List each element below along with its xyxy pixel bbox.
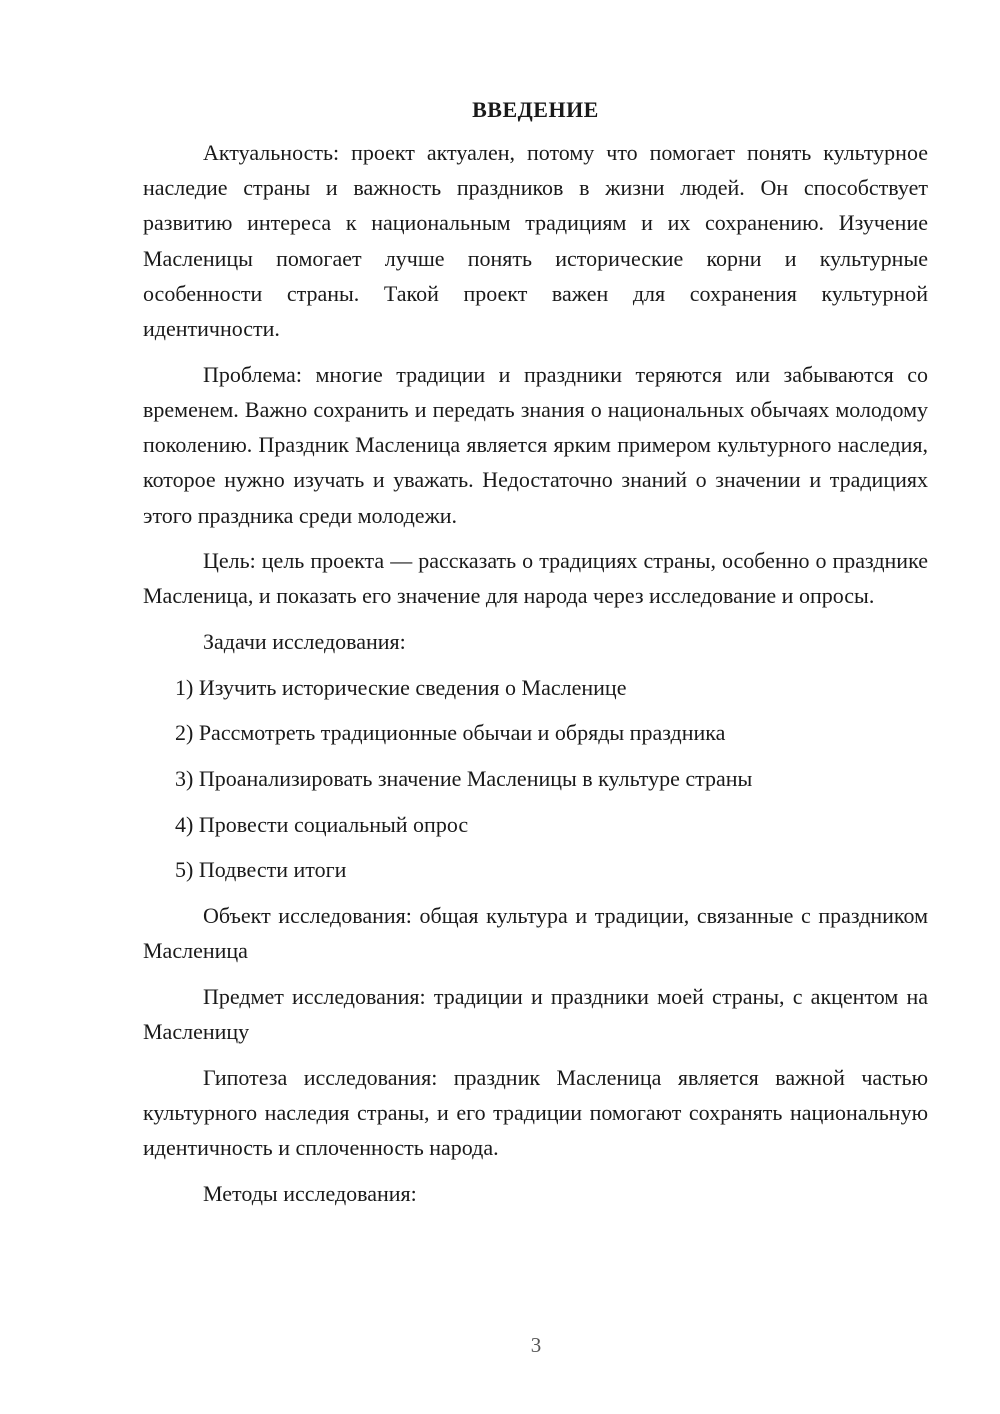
paragraph-methods-heading: Методы исследования: — [203, 1180, 417, 1206]
list-item: 2) Рассмотреть традиционные обычаи и обряды праздника — [175, 720, 726, 746]
tasks-list — [143, 670, 928, 888]
list-item: 3) Проанализировать значение Масленицы в культуре страны — [175, 766, 753, 792]
list-item: 5) Подвести итоги — [175, 857, 347, 883]
list-item: 1) Изучить исторические сведения о Масленице — [175, 674, 627, 700]
paragraph-tasks-heading: Задачи исследования: — [203, 629, 406, 655]
document-page — [143, 95, 928, 1221]
list-item: 4) Провести социальный опрос — [175, 811, 469, 837]
paragraph-hypothesis: Гипотеза исследования: праздник Масленица является важной частью культурного наследия страны, и его традиции помогают сохранять национальную идентичность и сплоченность народа. — [143, 1064, 928, 1161]
paragraph-problem: Проблема: многие традиции и праздники теряются или забываются со временем. Важно сохранить и передать знания о национальных обычаях молодому поколению. Праздник Масленица является ярким примером культурного наследия, которое нужно изучать и уважать. Недостаточно знаний о значении и традициях этого праздника среди молодежи. — [143, 361, 928, 528]
paragraph-subject: Предмет исследования: традиции и праздники моей страны, с акцентом на Масленицу — [143, 983, 928, 1044]
paragraph-object: Объект исследования: общая культура и традиции, связанные с праздником Масленица — [143, 902, 928, 964]
section-title: ВВЕДЕНИЕ — [472, 97, 599, 122]
paragraph-relevance: Актуальность: проект актуален, потому что помогает понять культурное наследие страны и важность праздников в жизни людей. Он способствует развитию интереса к национальным традициям и их сохранению. Изучение Масленицы помогает лучше понять исторические корни и культурные особенности страны. Такой проект важен для сохранения культурной идентичности. — [143, 140, 928, 342]
paragraph-goal: Цель: цель проекта — рассказать о традициях страны, особенно о празднике Масленица, и показать его значение для народа через исследование и опросы. — [143, 548, 928, 609]
page-number: 3 — [530, 1333, 542, 1357]
